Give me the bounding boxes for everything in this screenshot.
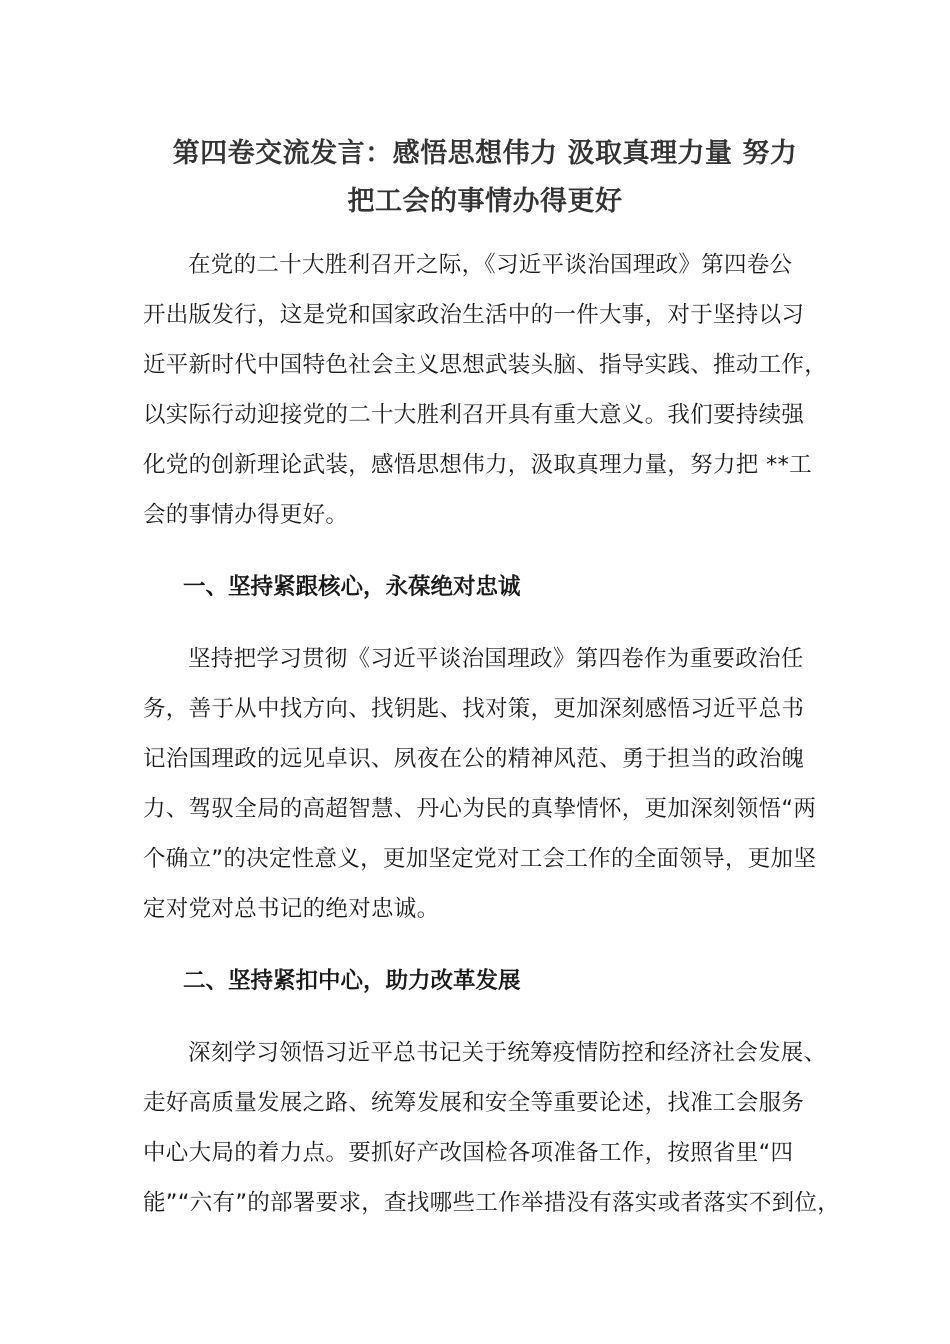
title-line: 第四卷交流发言：感悟思想伟力 汲取真理力量 努力 (172, 138, 798, 169)
paragraph-line: 务，善于从中找方向、找钥匙、找对策，更加深刻感悟习近平总书 (143, 696, 805, 722)
paragraph-line: 深刻学习领悟习近平总书记关于统筹疫情防控和经济社会发展、 (188, 1040, 827, 1066)
paragraph-line: 近平新时代中国特色社会主义思想武装头脑、指导实践、推动工作， (143, 352, 828, 378)
paragraph-line: 力、驾驭全局的高超智慧、丹心为民的真挚情怀，更加深刻领悟“两 (143, 796, 817, 822)
paragraph-line: 化党的创新理论武装，感悟思想伟力，汲取真理力量，努力把 **工 (143, 452, 812, 478)
document-page (143, 130, 841, 1228)
section-heading-2: 二、坚持紧扣中心，助力改革发展 (183, 968, 521, 994)
paragraph-line: 能”“六有”的部署要求，查找哪些工作举措没有落实或者落实不到位， (143, 1190, 841, 1216)
section1-paragraph (143, 634, 827, 934)
paragraph-line: 会的事情办得更好。 (143, 502, 349, 528)
title-line: 把工会的事情办得更好 (347, 186, 623, 217)
paragraph-line: 以实际行动迎接党的二十大胜利召开具有重大意义。我们要持续强 (143, 402, 805, 428)
section2-paragraph (143, 1028, 841, 1228)
paragraph-line: 走好高质量发展之路、统筹发展和安全等重要论述，找准工会服务 (143, 1090, 805, 1116)
paragraph-line: 开出版发行，这是党和国家政治生活中的一件大事，对于坚持以习 (143, 302, 805, 328)
paragraph-line: 在党的二十大胜利召开之际，《习近平谈治国理政》第四卷公 (188, 252, 793, 278)
paragraph-line: 个确立”的决定性意义，更加坚定党对工会工作的全面领导，更加坚 (143, 846, 817, 872)
intro-paragraph (143, 240, 827, 540)
section-heading-1: 一、坚持紧跟核心，永葆绝对忠诚 (183, 574, 521, 600)
paragraph-line: 中心大局的着力点。要抓好产改国检各项准备工作，按照省里“四 (143, 1140, 794, 1166)
paragraph-line: 定对党对总书记的绝对忠诚。 (143, 896, 440, 922)
paragraph-line: 记治国理政的远见卓识、夙夜在公的精神风范、勇于担当的政治魄 (143, 746, 805, 772)
paragraph-line: 坚持把学习贯彻《习近平谈治国理政》第四卷作为重要政治任 (188, 646, 804, 672)
document-title (143, 130, 827, 226)
